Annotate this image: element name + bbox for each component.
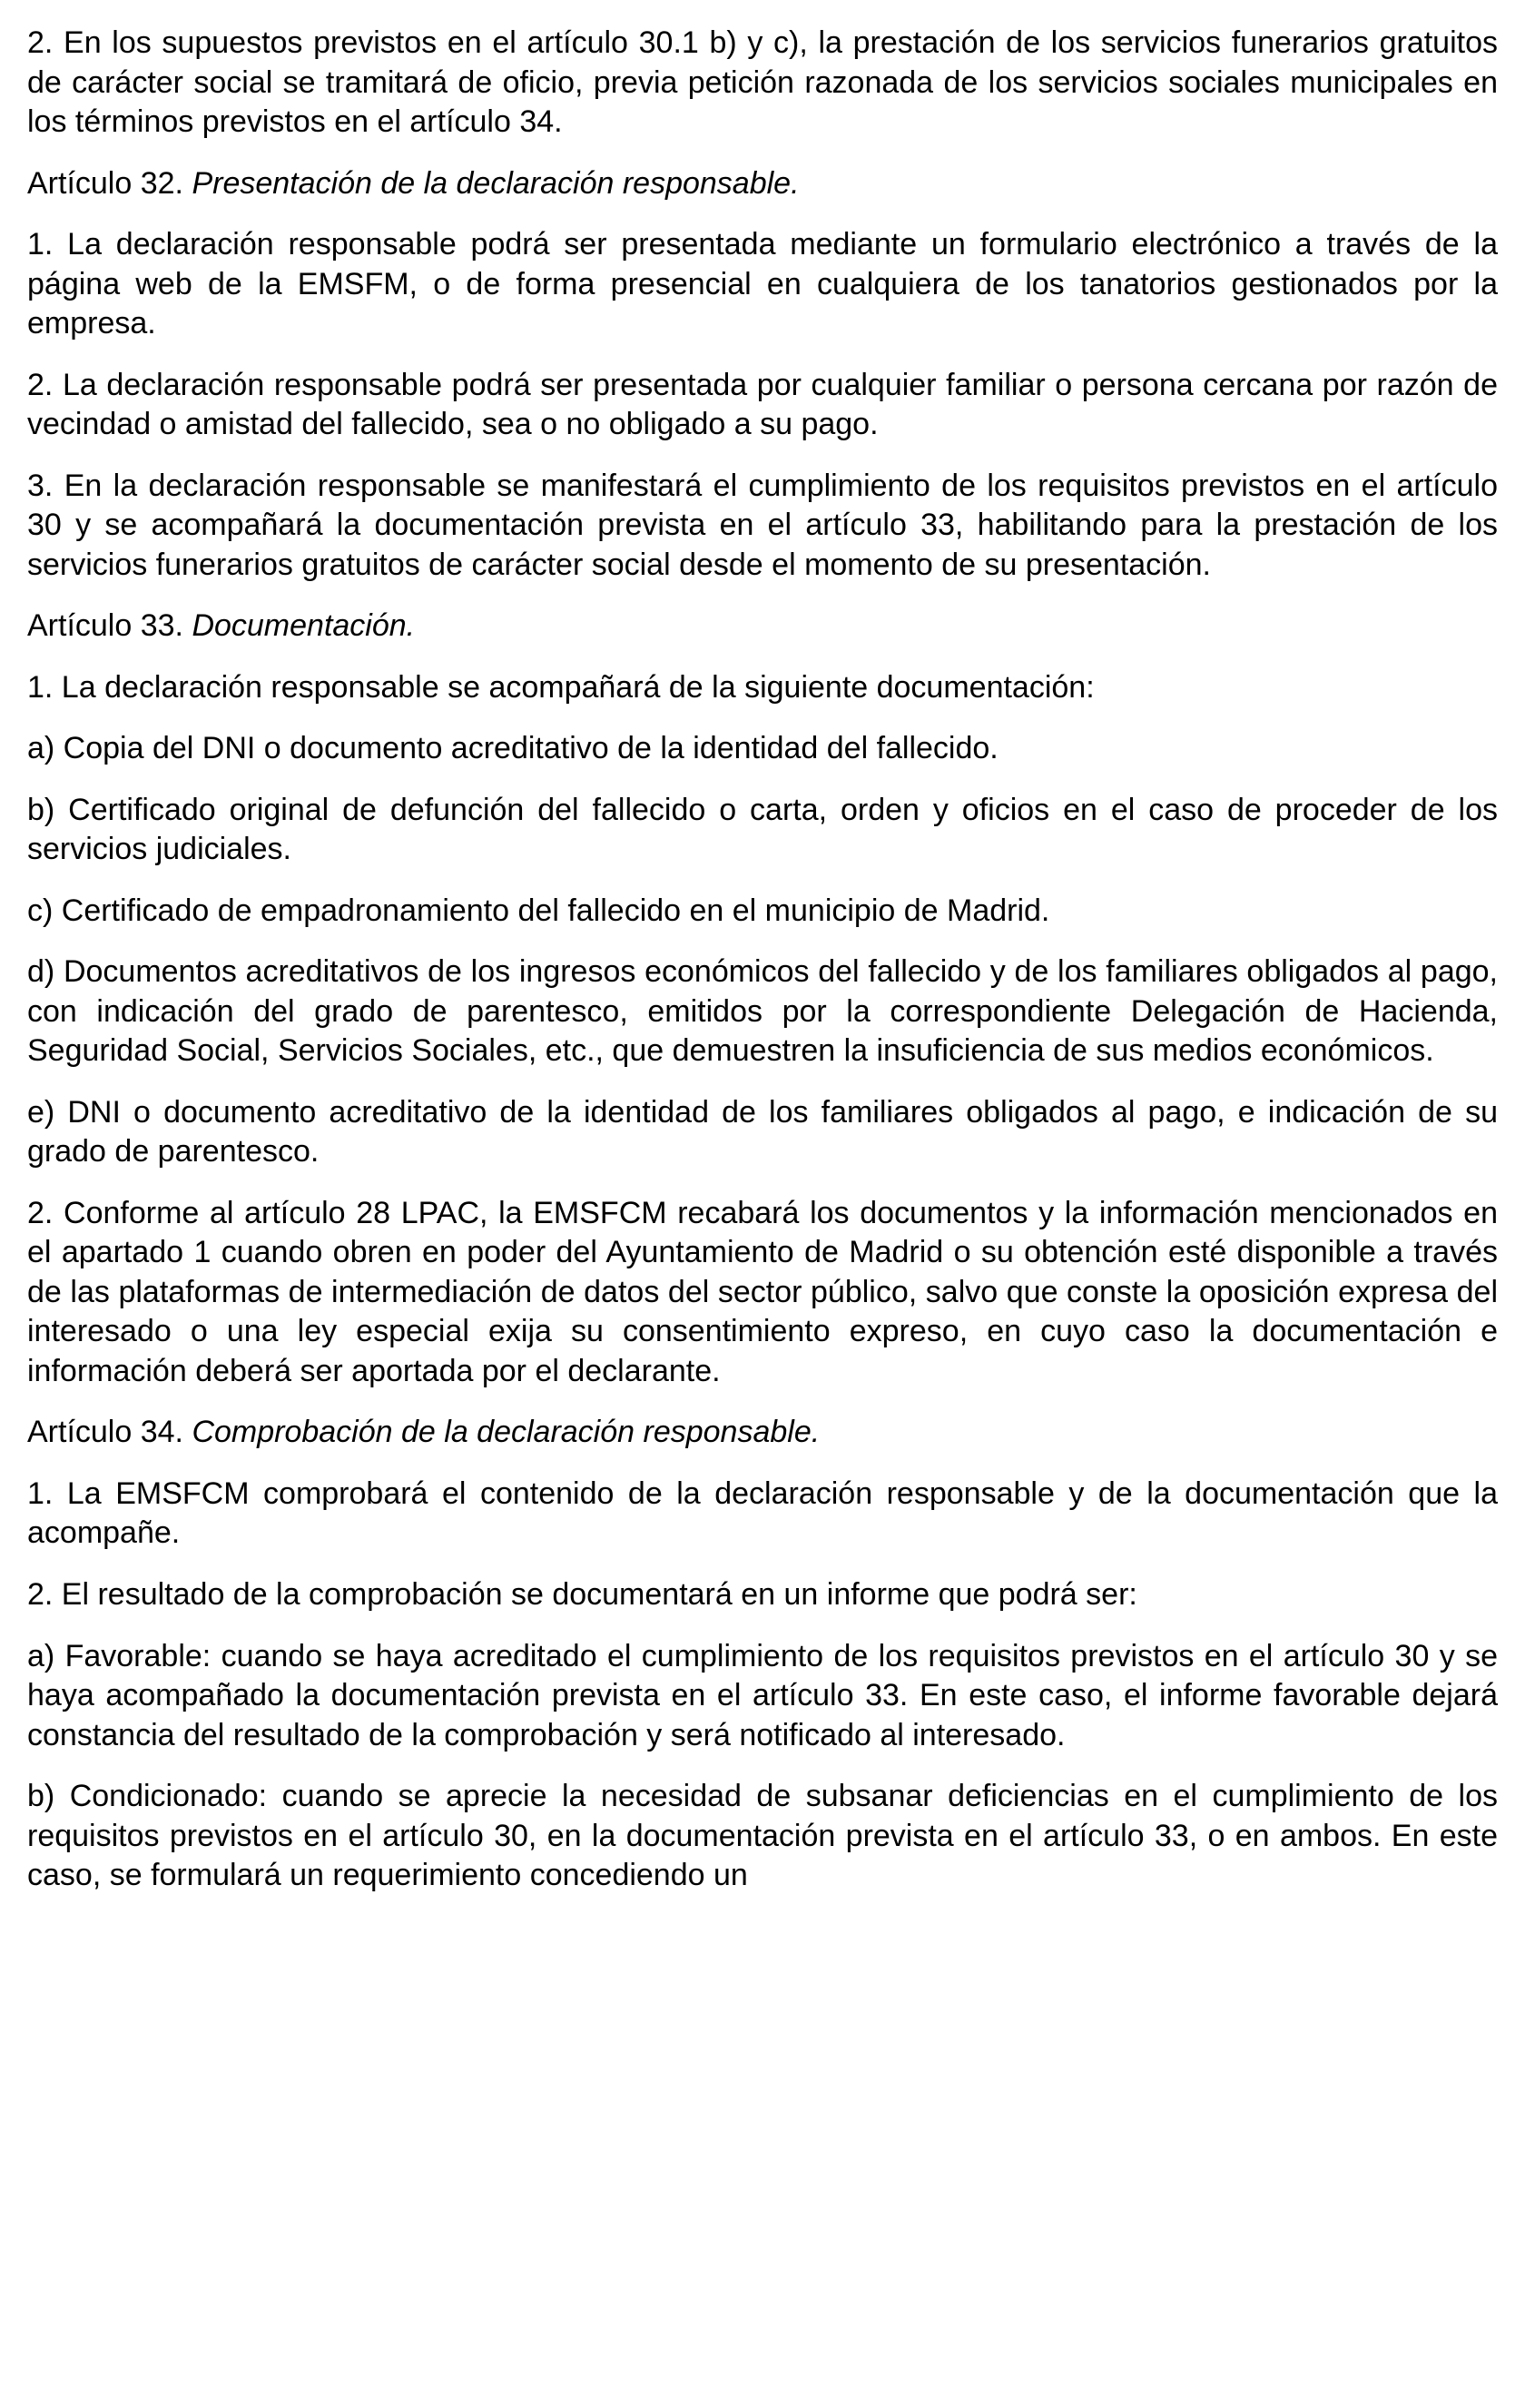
article-title: Comprobación de la declaración responsable. bbox=[192, 1415, 821, 1450]
paragraph: 1. La EMSFCM comprobará el contenido de la declaración responsable y de la documentación que la acompañe. bbox=[27, 1475, 1498, 1551]
paragraph: 3. En la declaración responsable se manifestará el cumplimiento de los requisitos previstos en el artículo 30 y se acompañará la documentación prevista en el artículo 33, habilitando para la prestación de los servicios funerarios gratuitos de carácter social desde el momento de su presentación. bbox=[27, 468, 1498, 582]
paragraph: 2. La declaración responsable podrá ser presentada por cualquier familiar o persona cercana por razón de vecindad o amistad del fallecido, sea o no obligado a su pago. bbox=[27, 367, 1498, 442]
article-heading bbox=[27, 164, 1498, 204]
paragraph: 1. La declaración responsable podrá ser presentada mediante un formulario electrónico a través de la página web de la EMSFM, o de forma presencial en cualquiera de los tanatorios gestionados por la empresa. bbox=[27, 227, 1498, 341]
article-label: Artículo 34. bbox=[27, 1415, 183, 1450]
document-content bbox=[27, 24, 1498, 1896]
paragraph: 2. Conforme al artículo 28 LPAC, la EMSFCM recabará los documentos y la información mencionados en el apartado 1 cuando obren en poder del Ayuntamiento de Madrid o su obtención esté disponible a través de las plataformas de intermediación de datos del sector público, salvo que conste la oposición expresa del interesado o una ley especial exija su consentimiento expreso, en cuyo caso la documentación e información deberá ser aportada por el declarante. bbox=[27, 1195, 1498, 1388]
paragraph: 2. El resultado de la comprobación se documentará en un informe que podrá ser: bbox=[27, 1576, 1137, 1612]
paragraph: a) Copia del DNI o documento acreditativo de la identidad del fallecido. bbox=[27, 731, 999, 766]
paragraph: d) Documentos acreditativos de los ingresos económicos del fallecido y de los familiares obligados al pago, con indicación del grado de parentesco, emitidos por la correspondiente Delegación de Hacienda, Seguridad Social, Servicios Sociales, etc., que demuestren la insuficiencia de sus medios económicos. bbox=[27, 954, 1498, 1069]
article-label: Artículo 32. bbox=[27, 165, 183, 201]
paragraph: 2. En los supuestos previstos en el artículo 30.1 b) y c), la prestación de los servicios funerarios gratuitos de carácter social se tramitará de oficio, previa petición razonada de los servicios sociales municipales en los términos previstos en el artículo 34. bbox=[27, 25, 1498, 140]
paragraph: a) Favorable: cuando se haya acreditado el cumplimiento de los requisitos previstos en el artículo 30 y se haya acompañado la documentación prevista en el artículo 33. En este caso, el informe favorable dejará constancia del resultado de la comprobación y será notificado al interesado. bbox=[27, 1638, 1498, 1752]
paragraph: b) Condicionado: cuando se aprecie la necesidad de subsanar deficiencias en el cumplimiento de los requisitos previstos en el artículo 30, en la documentación prevista en el artículo 33, o en ambos. En este caso, se formulará un requerimiento concediendo un bbox=[27, 1779, 1498, 1893]
article-heading bbox=[27, 1413, 1498, 1453]
article-heading bbox=[27, 607, 1498, 646]
article-title: Documentación. bbox=[192, 608, 416, 644]
paragraph: e) DNI o documento acreditativo de la identidad de los familiares obligados al pago, e indicación de su grado de parentesco. bbox=[27, 1094, 1498, 1169]
paragraph: 1. La declaración responsable se acompañará de la siguiente documentación: bbox=[27, 669, 1095, 705]
article-title: Presentación de la declaración responsable. bbox=[192, 165, 800, 201]
paragraph: c) Certificado de empadronamiento del fallecido en el municipio de Madrid. bbox=[27, 893, 1050, 928]
article-label: Artículo 33. bbox=[27, 608, 183, 644]
paragraph: b) Certificado original de defunción del fallecido o carta, orden y oficios en el caso de proceder de los servicios judiciales. bbox=[27, 792, 1498, 867]
